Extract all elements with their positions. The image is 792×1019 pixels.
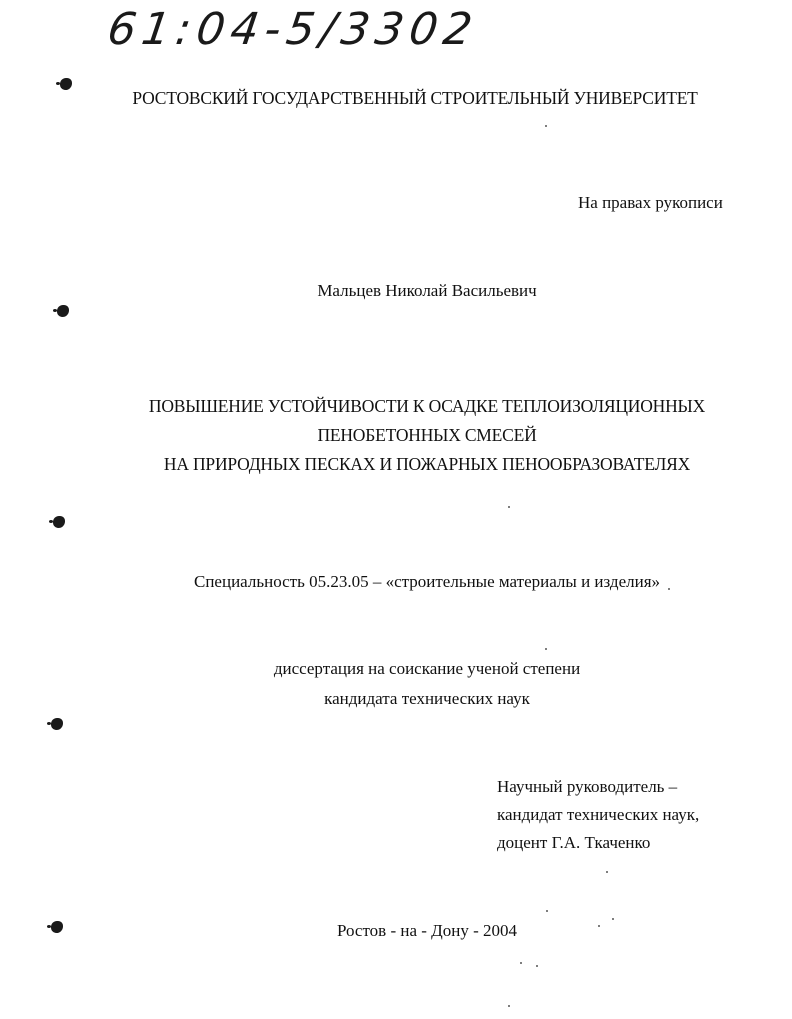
- scan-speck: [546, 910, 548, 912]
- scan-speck: [520, 962, 522, 964]
- scan-speck: [545, 648, 547, 650]
- scan-speck: [508, 1005, 510, 1007]
- title-line-1: ПОВЫШЕНИЕ УСТОЙЧИВОСТИ К ОСАДКЕ ТЕПЛОИЗОЛЯЦИОННЫХ: [148, 396, 706, 416]
- punch-hole-2: [57, 305, 69, 317]
- dissertation-line-2: кандидата технических наук: [324, 689, 530, 708]
- scan-speck: [612, 918, 614, 920]
- dissertation-line-1: диссертация на соискание ученой степени: [273, 659, 581, 678]
- scan-speck: [545, 125, 547, 127]
- city-year: Ростов - на - Дону - 2004: [336, 921, 518, 940]
- manuscript-rights: На правах рукописи: [578, 193, 723, 212]
- title-line-3: НА ПРИРОДНЫХ ПЕСКАХ И ПОЖАРНЫХ ПЕНООБРАЗОВАТЕЛЯХ: [163, 454, 691, 474]
- university-name: РОСТОВСКИЙ ГОСУДАРСТВЕННЫЙ СТРОИТЕЛЬНЫЙ УНИВЕРСИТЕТ: [132, 88, 698, 108]
- scan-speck: [508, 506, 510, 508]
- punch-hole-4: [51, 718, 63, 730]
- specialty: Специальность 05.23.05 – «строительные материалы и изделия»: [193, 572, 661, 591]
- title-line-2: ПЕНОБЕТОННЫХ СМЕСЕЙ: [317, 425, 537, 445]
- supervisor-line-2: кандидат технических наук,: [497, 805, 700, 824]
- archive-number: 61:04-5/3302: [104, 4, 482, 55]
- supervisor-line-1: Научный руководитель –: [497, 777, 678, 796]
- scan-speck: [606, 871, 608, 873]
- author-name: Мальцев Николай Васильевич: [317, 281, 537, 300]
- scan-speck: [536, 965, 538, 967]
- supervisor-line-3: доцент Г.А. Ткаченко: [497, 833, 651, 852]
- punch-hole-3: [53, 516, 65, 528]
